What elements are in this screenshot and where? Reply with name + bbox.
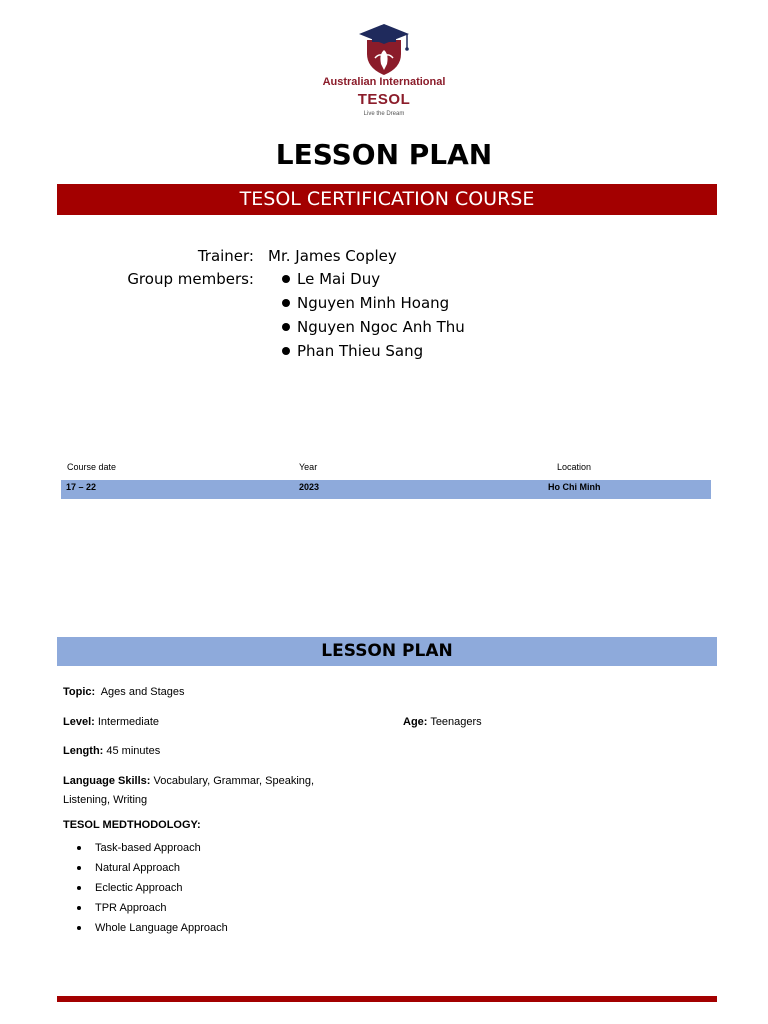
brand-tagline: Live the Dream — [363, 111, 405, 117]
bullet-icon — [282, 323, 290, 331]
group-member — [282, 318, 465, 336]
language-skills-field — [63, 775, 314, 787]
language-skills-continued: Listening, Writing — [63, 794, 148, 806]
bullet-icon — [282, 275, 290, 283]
location-header: Location — [557, 462, 592, 472]
language-skills-label: Language Skills: — [63, 775, 151, 787]
methodology-title: TESOL MEDTHODOLOGY: — [63, 819, 201, 831]
graduation-cap-shield-logo-icon — [355, 20, 413, 76]
topic-label: Topic: — [63, 686, 96, 698]
group-member — [282, 342, 423, 360]
age-label: Age: — [403, 716, 428, 728]
lesson-plan-banner: LESSON PLAN — [57, 637, 717, 666]
list-item: Task-based Approach — [63, 838, 228, 858]
table-row — [61, 480, 711, 499]
trainer-label: Trainer: — [197, 247, 254, 265]
bullet-icon — [282, 299, 290, 307]
course-banner: TESOL CERTIFICATION COURSE — [57, 184, 717, 215]
length-label: Length: — [63, 745, 104, 757]
member-name: Phan Thieu Sang — [297, 342, 424, 360]
level-label: Level: — [63, 716, 95, 728]
age-value: Teenagers — [430, 716, 482, 728]
brand-name: Australian International — [322, 76, 446, 88]
level-value: Intermediate — [97, 716, 160, 728]
trainer-name: Mr. James Copley — [268, 247, 397, 265]
length-value: 45 minutes — [106, 745, 161, 757]
list-item: Eclectic Approach — [63, 878, 228, 898]
language-skills-value: Vocabulary, Grammar, Speaking, — [153, 775, 315, 787]
topic-value: Ages and Stages — [100, 686, 185, 698]
methodology-list — [63, 838, 228, 938]
age-field — [403, 716, 482, 728]
page-title: LESSON PLAN — [275, 138, 493, 171]
member-name: Nguyen Ngoc Anh Thu — [297, 318, 465, 336]
location-cell: Ho Chi Minh — [548, 482, 601, 492]
member-name: Nguyen Minh Hoang — [297, 294, 450, 312]
list-item: Natural Approach — [63, 858, 228, 878]
list-item: TPR Approach — [63, 898, 228, 918]
member-name: Le Mai Duy — [297, 270, 381, 288]
level-field — [63, 716, 159, 728]
group-member — [282, 270, 380, 288]
bullet-icon — [282, 347, 290, 355]
course-date-cell: 17 – 22 — [66, 482, 97, 492]
length-field — [63, 745, 160, 757]
year-header: Year — [299, 462, 318, 472]
brand-acronym: TESOL — [357, 91, 411, 108]
list-item: Whole Language Approach — [63, 918, 228, 938]
footer-divider — [57, 996, 717, 1002]
topic-field — [63, 686, 185, 698]
group-member — [282, 294, 449, 312]
course-date-header: Course date — [67, 462, 117, 472]
group-members-label: Group members: — [127, 270, 254, 288]
year-cell: 2023 — [299, 482, 320, 492]
